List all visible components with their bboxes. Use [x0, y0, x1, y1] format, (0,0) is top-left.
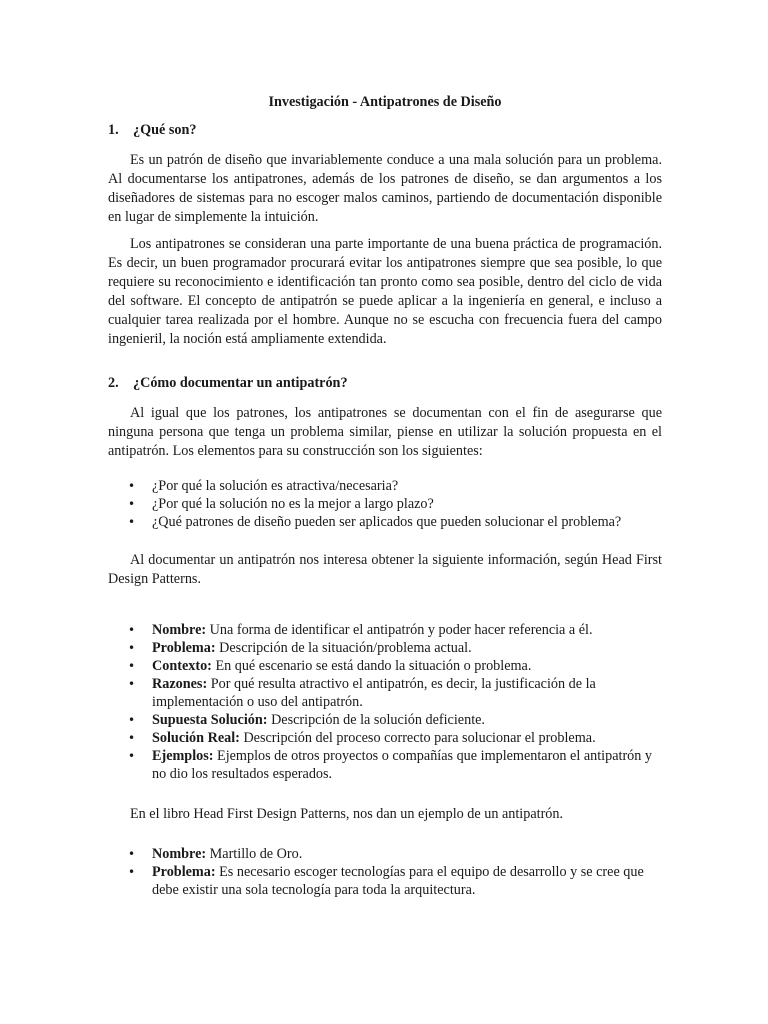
document-body	[108, 93, 662, 899]
list-item	[108, 657, 662, 675]
paragraph-definition: Es un patrón de diseño que invariablemente conduce a una mala solución para un problema. Al documentarse los antipatrones, además de los patrones de diseño, se dan argumentos a los diseñadores de sistemas para no escoger malos caminos, partiendo de documentación disponible en lugar de simplemente la intuición.	[108, 152, 662, 225]
list-item	[108, 845, 662, 863]
questions-list	[108, 477, 662, 531]
field-label: Contexto:	[152, 658, 212, 674]
list-item	[108, 639, 662, 657]
field-label: Problema:	[152, 640, 216, 656]
field-text: Ejemplos de otros proyectos o compañías que implementaron el antipatrón y no dio los resultados esperados.	[152, 748, 653, 782]
list-item: • ¿Qué patrones de diseño pueden ser aplicados que pueden solucionar el problema?	[108, 513, 662, 531]
field-text: Martillo de Oro.	[206, 846, 303, 862]
paragraph-example-intro: En el libro Head First Design Patterns, nos dan un ejemplo de un antipatrón.	[130, 806, 564, 822]
list-item	[108, 863, 662, 899]
field-text: En qué escenario se está dando la situación o problema.	[211, 658, 532, 674]
fields-list	[108, 621, 662, 783]
section-number: 2.	[108, 375, 119, 391]
section-number: 1.	[108, 122, 119, 138]
paragraph-importance: Los antipatrones se consideran una parte importante de una buena práctica de programación. Es decir, un buen programador procurará evitar los antipatrones siempre que sea posible, lo que requiere su reconocimiento e identificación tan pronto como sea posible, dentro del ciclo de vida del software. El concepto de antipatrón se puede aplicar a la ingeniería en general, e incluso a cualquier tarea realizada por el hombre. Aunque no se escucha con frecuencia fuera del campo ingenieril, la noción está ampliamente extendida.	[108, 236, 662, 347]
section-title: ¿Cómo documentar un antipatrón?	[133, 375, 348, 391]
field-text: Por qué resulta atractivo el antipatrón, es decir, la justificación de la implementación o uso del antipatrón.	[152, 676, 596, 710]
field-label: Ejemplos:	[152, 748, 214, 764]
field-text: Descripción del proceso correcto para solucionar el problema.	[239, 730, 596, 746]
field-text: Descripción de la situación/problema actual.	[215, 640, 472, 656]
paragraph-info-intro: Al documentar un antipatrón nos interesa obtener la siguiente información, según Head First Design Patterns.	[108, 552, 662, 587]
field-text: Una forma de identificar el antipatrón y poder hacer referencia a él.	[206, 622, 593, 638]
document-title: Investigación - Antipatrones de Diseño	[268, 94, 502, 110]
list-item	[108, 711, 662, 729]
paragraph-documentation-intro: Al igual que los patrones, los antipatrones se documentan con el fin de asegurarse que ninguna persona que tenga un problema similar, piense en utilizar la solución propuesta en el antipatrón. Los elementos para su construcción son los siguientes:	[108, 405, 662, 459]
field-label: Nombre:	[152, 846, 207, 862]
field-label: Nombre:	[152, 622, 207, 638]
list-item	[108, 675, 662, 711]
section-heading-como-documentar	[108, 374, 662, 393]
field-label: Supuesta Solución:	[152, 712, 268, 728]
list-item: • ¿Por qué la solución no es la mejor a largo plazo?	[108, 495, 662, 513]
field-label: Problema:	[152, 864, 216, 880]
field-text: Descripción de la solución deficiente.	[267, 712, 485, 728]
section-title: ¿Qué son?	[133, 122, 197, 138]
section-heading-que-son	[108, 121, 662, 140]
list-item: • ¿Por qué la solución es atractiva/necesaria?	[108, 477, 662, 495]
example-list	[108, 845, 662, 899]
field-label: Solución Real:	[152, 730, 240, 746]
field-label: Razones:	[152, 676, 208, 692]
list-item	[108, 729, 662, 747]
list-item	[108, 621, 662, 639]
list-item	[108, 747, 662, 783]
field-text: Es necesario escoger tecnologías para el equipo de desarrollo y se cree que debe existir una sola tecnología para toda la arquitectura.	[152, 864, 644, 898]
